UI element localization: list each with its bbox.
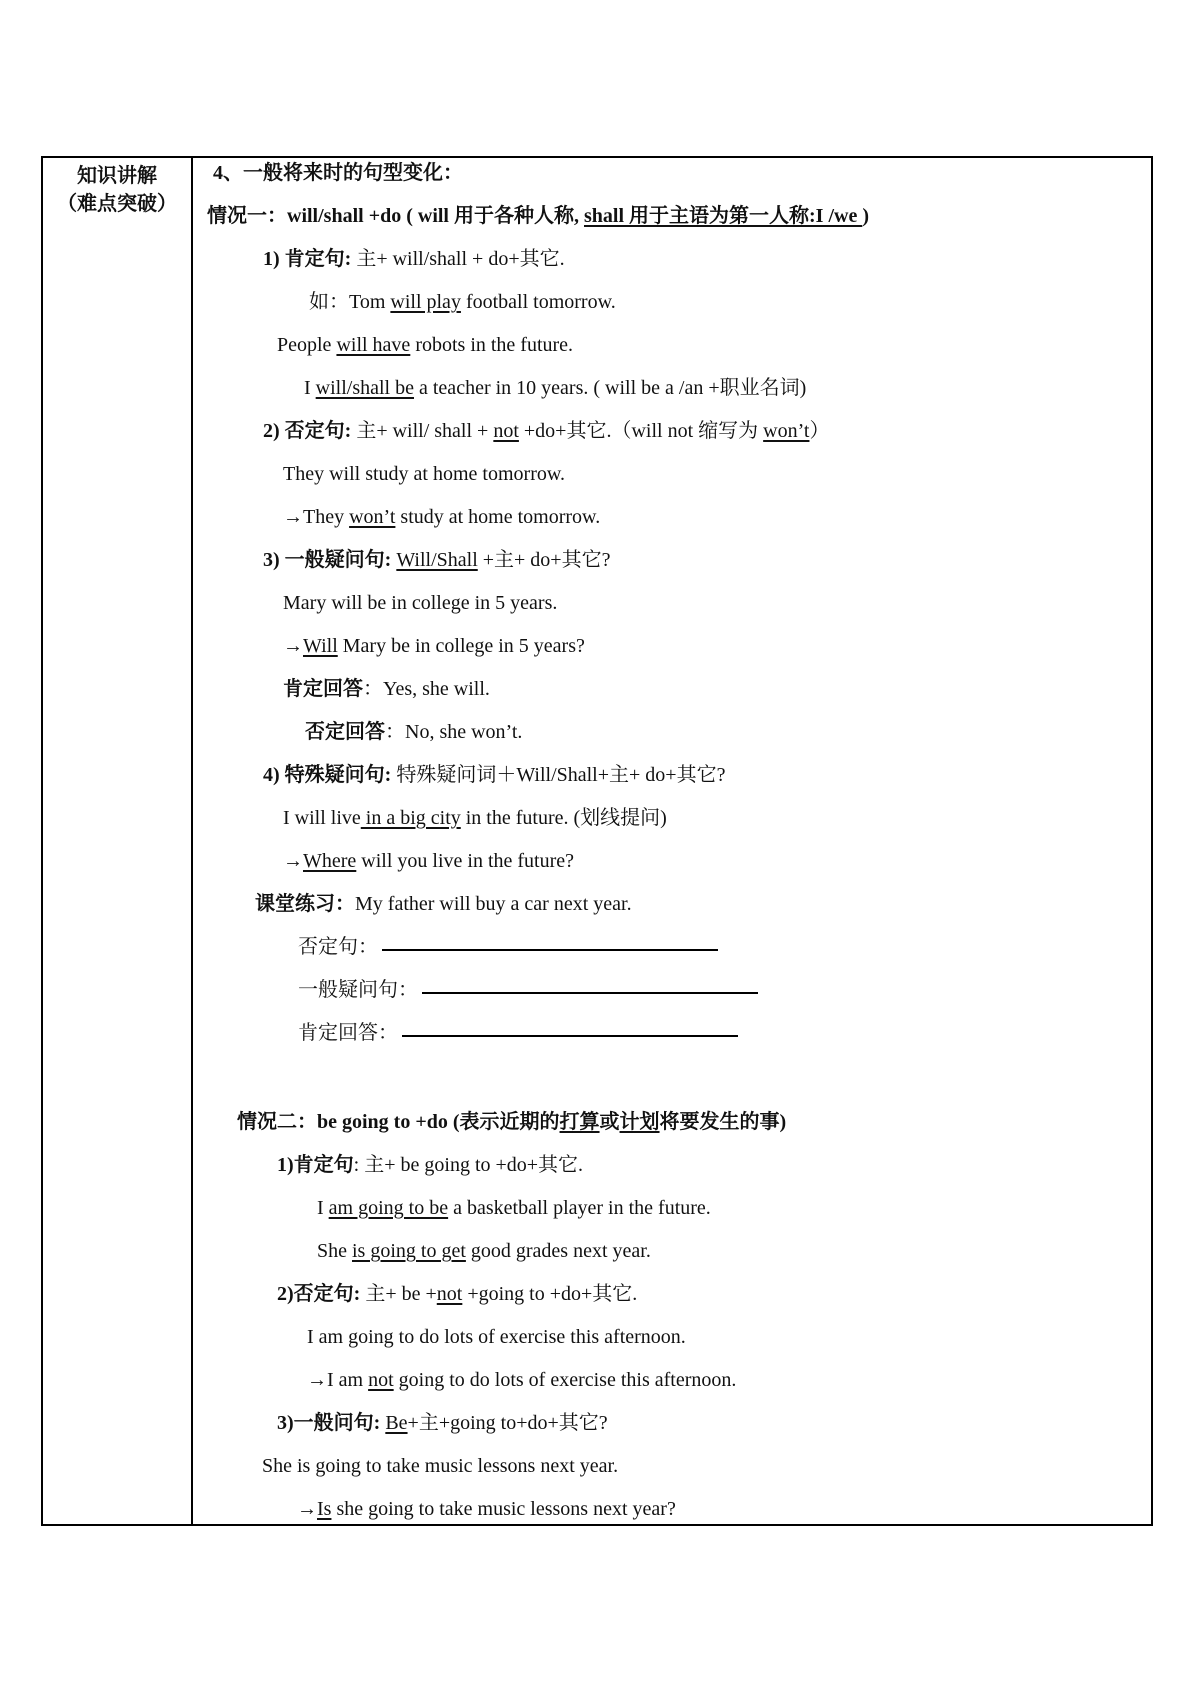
lesson-table [41, 156, 1153, 1526]
question-rule: 3) 一般疑问句: Will/Shall +主+ do+其它? [263, 549, 611, 571]
affirmative-rule: 1) 肯定句: 主+ will/shall + do+其它. [263, 248, 565, 270]
example-line: →They won’t study at home tomorrow. [283, 506, 601, 528]
practice-prompt: 课堂练习：My father will buy a car next year. [255, 893, 632, 915]
negative-answer: 否定回答：No, she won’t. [305, 721, 523, 743]
answer-blank[interactable] [422, 992, 758, 994]
example-line: I will live in a big city in the future. (划线提问) [283, 807, 667, 829]
example-line: I will/shall be a teacher in 10 years. ( will be a /an +职业名词) [304, 377, 807, 399]
negative-rule: 2) 否定句: 主+ will/ shall + not +do+其它.（will not 缩写为 won’t） [263, 420, 830, 442]
affirmative-rule: 1)肯定句: 主+ be going to +do+其它. [277, 1154, 584, 1176]
practice-question-line: 一般疑问句： [298, 977, 758, 1003]
answer-blank[interactable] [382, 949, 718, 951]
content-cell [195, 158, 1151, 1524]
section-label-cell [43, 158, 193, 1524]
question-rule: 3)一般问句: Be+主+going to+do+其它? [277, 1412, 608, 1434]
case-one-heading: 情况一：will/shall +do ( will 用于各种人称, shall 用于主语为第一人称:I /we ) [207, 205, 870, 227]
example-line: I am going to do lots of exercise this afternoon. [307, 1326, 686, 1348]
example-line: →Will Mary be in college in 5 years? [283, 635, 585, 657]
negative-rule: 2)否定句: 主+ be +not +going to +do+其它. [277, 1283, 638, 1305]
example-line: →Where will you live in the future? [283, 850, 575, 872]
case-two-heading: 情况二：be going to +do (表示近期的打算或计划将要发生的事) [237, 1111, 787, 1133]
example-line: →Is she going to take music lessons next year? [297, 1498, 676, 1520]
example-line: →I am not going to do lots of exercise this afternoon. [307, 1369, 737, 1391]
section-title: 4、一般将来时的句型变化： [213, 162, 463, 184]
section-label-line1: 知识讲解 [77, 165, 157, 187]
affirmative-answer: 肯定回答：Yes, she will. [283, 678, 490, 700]
answer-blank[interactable] [402, 1035, 738, 1037]
example-line: She is going to take music lessons next year. [262, 1455, 619, 1477]
example-line: People will have robots in the future. [277, 334, 574, 356]
wh-question-rule: 4) 特殊疑问句: 特殊疑问词＋Will/Shall+主+ do+其它? [263, 764, 726, 786]
example-line: They will study at home tomorrow. [283, 463, 565, 485]
practice-negative-line: 否定句： [298, 934, 718, 960]
practice-answer-line: 肯定回答： [298, 1020, 738, 1046]
section-label-line2: （难点突破） [57, 193, 177, 215]
example-line: She is going to get good grades next year. [317, 1240, 651, 1262]
example-line: I am going to be a basketball player in the future. [317, 1197, 711, 1219]
example-line: Mary will be in college in 5 years. [283, 592, 558, 614]
example-line: 如：Tom will play football tomorrow. [309, 291, 616, 313]
